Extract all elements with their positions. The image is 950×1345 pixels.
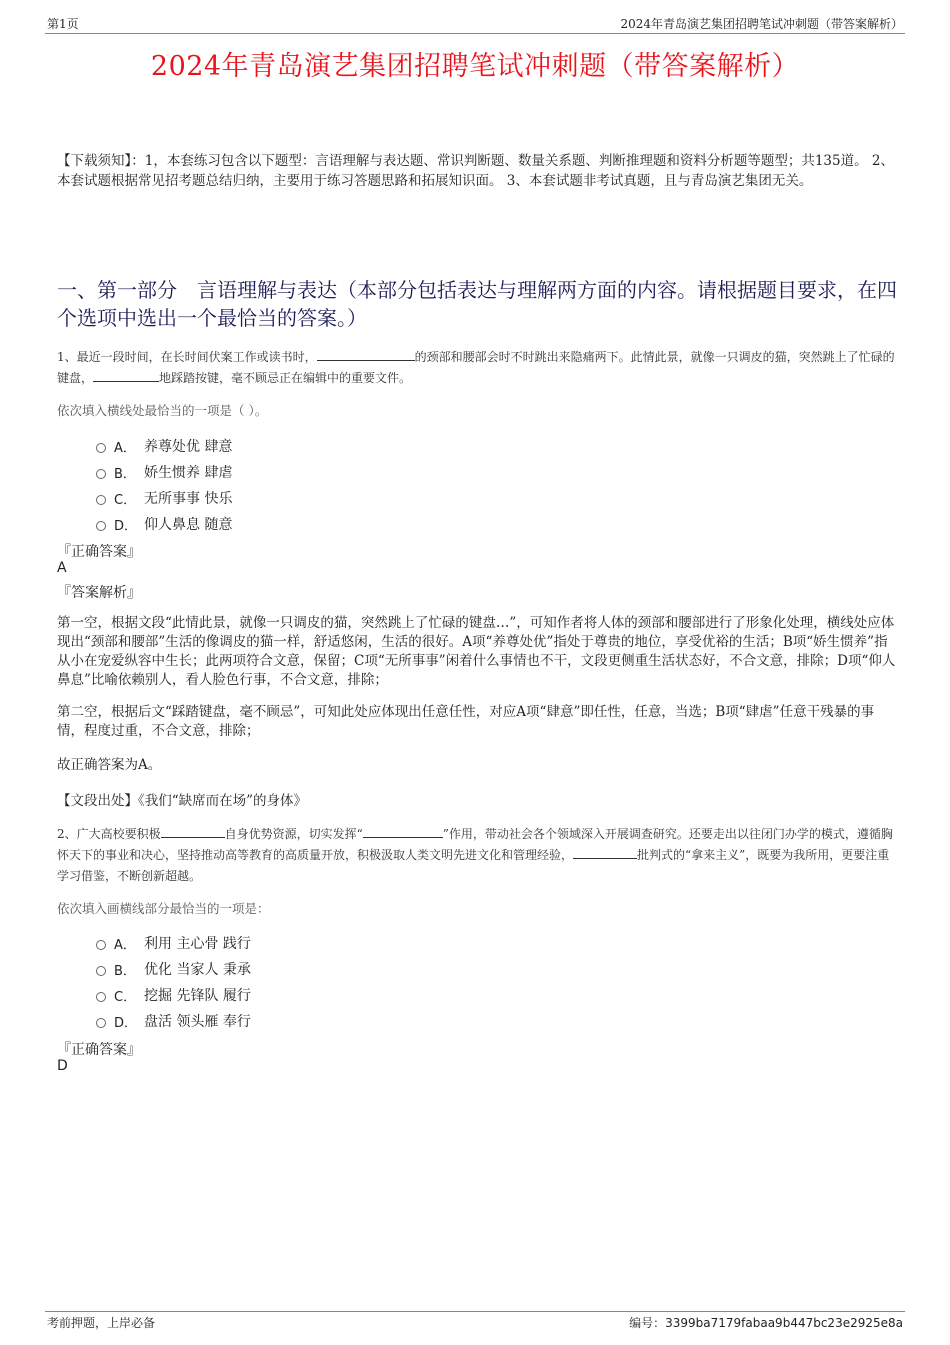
header-rule bbox=[45, 33, 905, 34]
option-text: 娇生惯养 肆虐 bbox=[144, 465, 233, 481]
header-page-number: 第1页 bbox=[47, 17, 79, 31]
option-letter: D． bbox=[114, 518, 138, 534]
footer-code-label: 编号： bbox=[629, 1316, 666, 1330]
question-2-text-c: ”作用，带动社会各个领域深入开展调查研究。还要走出以往闭门办学的模式，遵循胸怀天下的事业和决心，坚持推动高等教育的高质量开放，积极汲取人类文明先进文化和管理经验， bbox=[57, 827, 893, 862]
question-1-text bbox=[57, 347, 897, 389]
option-letter: C． bbox=[114, 989, 137, 1005]
question-2-blank-1 bbox=[161, 825, 225, 838]
question-1-option-a[interactable] bbox=[96, 433, 232, 459]
radio-icon[interactable] bbox=[96, 1018, 106, 1028]
question-2-option-b[interactable] bbox=[96, 956, 251, 982]
question-2-instruction: 依次填入画横线部分最恰当的一项是： bbox=[57, 901, 270, 916]
download-notice: 【下载须知】：1，本套练习包含以下题型：言语理解与表达题、常识判断题、数量关系题、判断推理题和资料分析题等题型；共135道。 2、本套试题根据常见招考题总结归纳，主要用于练习答题思路和拓展知识面。 3、本套试题非考试真题，且与青岛演艺集团无关。 bbox=[57, 153, 894, 189]
radio-icon[interactable] bbox=[96, 992, 106, 1002]
question-1-options bbox=[96, 433, 232, 537]
page-title: 2024年青岛演艺集团招聘笔试冲刺题（带答案解析） bbox=[150, 51, 800, 82]
question-1-answer: A bbox=[57, 560, 67, 576]
question-1-analysis-1: 第一空，根据文段“此情此景，就像一只调皮的猫，突然跳上了忙碌的键盘…”，可知作者将人体的颈部和腰部进行了形象化处理，横线处应体现出“颈部和腰部”生活的像调皮的猫一样，舒适悠闲，生活的很好。A项“养尊处优”指处于尊贵的地位，享受优裕的生活；B项“娇生惯养”指从小在宠爱纵容中生长；此两项符合文意，保留；C项“无所事事”闲着什么事情也不干，文段更侧重生活状态好，不合文意，排除；D项“仰人鼻息”比喻依赖别人，看人脸色行事，不合文意，排除； bbox=[57, 615, 896, 688]
radio-icon[interactable] bbox=[96, 495, 106, 505]
radio-icon[interactable] bbox=[96, 443, 106, 453]
question-1-option-d[interactable] bbox=[96, 511, 232, 537]
question-2-blank-3 bbox=[573, 846, 637, 859]
option-text: 优化 当家人 秉承 bbox=[144, 962, 251, 978]
radio-icon[interactable] bbox=[96, 469, 106, 479]
option-text: 利用 主心骨 践行 bbox=[144, 936, 251, 952]
question-1-option-c[interactable] bbox=[96, 485, 232, 511]
option-text: 挖掘 先锋队 履行 bbox=[144, 988, 251, 1004]
question-2-answer-label: 『正确答案』 bbox=[57, 1042, 141, 1058]
question-1-source: 【文段出处】《我们“缺席而在场”的身体》 bbox=[57, 793, 308, 809]
question-1-analysis-label: 『答案解析』 bbox=[57, 585, 141, 601]
question-1-answer-label: 『正确答案』 bbox=[57, 544, 141, 560]
option-letter: B． bbox=[114, 466, 136, 482]
option-letter: B． bbox=[114, 963, 136, 979]
footer-doc-id bbox=[629, 1314, 903, 1331]
question-2-text bbox=[57, 824, 897, 887]
question-1-option-b[interactable] bbox=[96, 459, 232, 485]
question-1-analysis-2: 第二空，根据后文“踩踏键盘，毫不顾忌”，可知此处应体现出任意任性，对应A项“肆意”即任性，任意，当选；B项“肆虐”任意干残暴的事情，程度过重，不合文意，排除； bbox=[57, 704, 875, 739]
question-2-text-b: 自身优势资源，切实发挥“ bbox=[224, 827, 363, 841]
option-letter: A． bbox=[114, 937, 136, 953]
question-1-text-b: 的颈部和腰部会时不时跳出来隐痛两下。此情此景，就像一只调皮的猫，突然跳上了忙碌的键盘， bbox=[57, 350, 895, 385]
question-1-text-c: 地踩踏按键，毫不顾忌正在编辑中的重要文件。 bbox=[159, 371, 412, 385]
question-2-option-c[interactable] bbox=[96, 982, 251, 1008]
option-text: 养尊处优 肆意 bbox=[144, 439, 233, 455]
footer-rule bbox=[45, 1311, 905, 1312]
question-2-option-d[interactable] bbox=[96, 1008, 251, 1034]
radio-icon[interactable] bbox=[96, 940, 106, 950]
question-2-options bbox=[96, 930, 251, 1034]
question-2-text-a: 2、广大高校要积极 bbox=[57, 827, 161, 841]
option-text: 盘活 领头雁 奉行 bbox=[144, 1014, 251, 1030]
question-1-instruction: 依次填入横线处最恰当的一项是（ ）。 bbox=[57, 403, 268, 418]
option-letter: C． bbox=[114, 492, 137, 508]
footer-slogan: 考前押题，上岸必备 bbox=[47, 1316, 156, 1330]
radio-icon[interactable] bbox=[96, 521, 106, 531]
option-letter: A． bbox=[114, 440, 136, 456]
section-heading: 一、第一部分 言语理解与表达（本部分包括表达与理解两方面的内容。请根据题目要求，在四个选项中选出一个最恰当的答案。） bbox=[57, 278, 897, 330]
option-letter: D． bbox=[114, 1015, 138, 1031]
question-2-text-d: 批判式的“拿来主义”，既要为我所用，更要注重学习借鉴，不断创新超越。 bbox=[57, 848, 890, 883]
header-doc-title: 2024年青岛演艺集团招聘笔试冲刺题（带答案解析） bbox=[620, 17, 903, 31]
option-text: 仰人鼻息 随意 bbox=[144, 517, 233, 533]
question-1-conclusion: 故正确答案为A。 bbox=[57, 757, 162, 773]
question-1-blank-1 bbox=[317, 348, 415, 361]
option-text: 无所事事 快乐 bbox=[144, 491, 233, 507]
question-2-option-a[interactable] bbox=[96, 930, 251, 956]
question-2-blank-2 bbox=[363, 825, 443, 838]
footer-code: 3399ba7179fabaa9b447bc23e2925e8a bbox=[665, 1316, 903, 1330]
radio-icon[interactable] bbox=[96, 966, 106, 976]
question-2-answer: D bbox=[57, 1058, 68, 1074]
question-1-text-a: 1、最近一段时间，在长时间伏案工作或读书时， bbox=[57, 350, 317, 364]
question-1-blank-2 bbox=[93, 369, 159, 382]
